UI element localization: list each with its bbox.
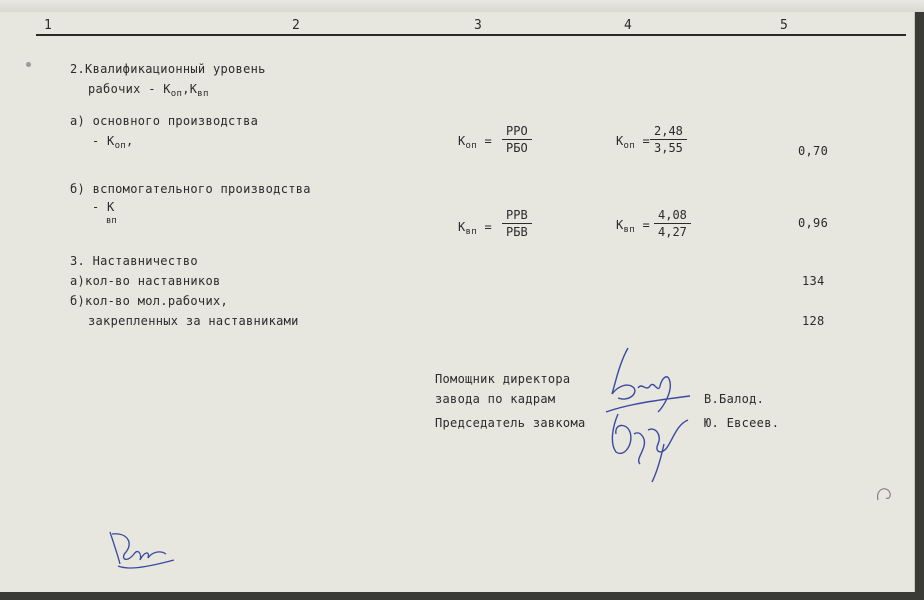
calc-b-denominator: 4,27 xyxy=(658,225,687,239)
comma: , xyxy=(182,82,190,96)
subscript-vp: вп xyxy=(197,89,209,99)
calc-b-lhs xyxy=(616,218,650,235)
formula-a-k: К xyxy=(458,134,466,148)
signer1-name: В.Балод. xyxy=(704,392,765,406)
section3-a-label: а)кол-во наставников xyxy=(70,274,221,288)
formula-a-fraction xyxy=(502,124,532,156)
item-b-sub: вп xyxy=(106,216,117,226)
calc-b-numerator: 4,08 xyxy=(654,208,691,224)
item-a-symbol xyxy=(92,134,134,151)
signer2-name: Ю. Евсеев. xyxy=(704,416,780,430)
formula-a-denominator: РБО xyxy=(506,141,528,155)
calc-a-denominator: 3,55 xyxy=(654,141,683,155)
signer2-title: Председатель завкома xyxy=(435,416,586,430)
item-a-tail: , xyxy=(126,134,134,148)
signature-2-image xyxy=(604,404,704,484)
calc-b-sub: вп xyxy=(623,225,635,235)
formula-b-k: К xyxy=(458,220,466,234)
section3-b-label: б)кол-во мол.рабочих, xyxy=(70,294,229,308)
formula-b-sub: вп xyxy=(465,227,477,237)
formula-b-lhs xyxy=(458,220,492,237)
column-header-1: 1 xyxy=(44,18,52,33)
column-header-2: 2 xyxy=(292,18,300,33)
section2-title: 2.Квалификационный уровень xyxy=(70,62,266,76)
item-a-k: - К xyxy=(92,134,115,148)
result-a: 0,70 xyxy=(798,144,829,158)
calc-b-eq: = xyxy=(642,218,651,232)
item-a-sub: оп xyxy=(114,141,127,151)
column-header-3: 3 xyxy=(474,18,482,33)
calc-a-fraction xyxy=(650,124,687,156)
signer1-title-line1: Помощник директора xyxy=(435,372,571,386)
document-page xyxy=(0,12,915,592)
formula-b-fraction xyxy=(502,208,532,240)
section3-title: 3. Наставничество xyxy=(70,254,198,268)
formula-a-sub: оп xyxy=(465,141,477,151)
item-b-symbol xyxy=(92,200,115,214)
section2-subtitle-text: рабочих - К xyxy=(88,82,171,96)
section3-b-value: 128 xyxy=(802,314,825,328)
header-rule xyxy=(36,34,906,36)
formula-a-numerator: РРО xyxy=(502,124,532,140)
calc-b-fraction xyxy=(654,208,691,240)
item-b-label: б) вспомогательного производства xyxy=(70,182,311,196)
page-top-strip xyxy=(0,0,924,12)
column-header-4: 4 xyxy=(624,18,632,33)
column-header-5: 5 xyxy=(780,18,788,33)
initials-mark-image xyxy=(104,524,184,574)
item-b-k: - К xyxy=(92,200,115,214)
calc-a-eq: = xyxy=(642,134,651,148)
calc-a-sub: оп xyxy=(623,141,635,151)
section3-b-label-cont: закрепленных за наставниками xyxy=(88,314,299,328)
formula-a-eq: = xyxy=(484,134,493,148)
calc-b-k: К xyxy=(616,218,624,232)
item-a-label: а) основного производства xyxy=(70,114,259,128)
calc-a-k: К xyxy=(616,134,624,148)
subscript-op: оп xyxy=(170,89,183,99)
calc-a-lhs xyxy=(616,134,650,151)
section2-subtitle xyxy=(88,82,209,99)
punch-mark xyxy=(26,62,31,67)
result-b: 0,96 xyxy=(798,216,829,230)
section3-a-value: 134 xyxy=(802,274,825,288)
formula-b-denominator: РБВ xyxy=(506,225,528,239)
formula-b-eq: = xyxy=(484,220,493,234)
signer1-title-line2: завода по кадрам xyxy=(435,392,556,406)
formula-a-lhs xyxy=(458,134,492,151)
k-symbol: К xyxy=(189,82,198,96)
pencil-mark xyxy=(872,482,896,506)
formula-b-numerator: РРВ xyxy=(502,208,532,224)
calc-a-numerator: 2,48 xyxy=(650,124,687,140)
